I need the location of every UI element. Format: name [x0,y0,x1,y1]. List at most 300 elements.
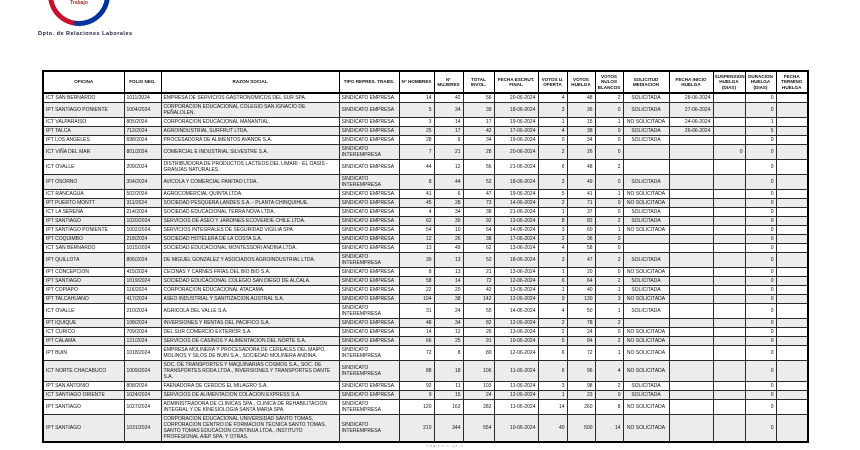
cell-tipo: SINDICATO EMPRESA [339,160,399,175]
cell-votos_nulos_blancos: 0 [595,268,623,277]
cell-fecha_inicio_huelga: 26-06-2024 [669,127,713,136]
cell-solicitud_mediacion: SOLICITADA [623,253,669,268]
column-header-razon_social: RAZON SOCIAL [161,71,339,93]
cell-fecha_inicio_huelga [669,268,713,277]
cell-mujeres: 10 [434,226,463,235]
cell-oficina: IPT SANTIAGO PONIENTE [43,103,124,118]
cell-razon_social: AVICOLA Y COMERCIAL PANITAO LTDA. [161,175,339,190]
cell-hombres: 48 [399,319,434,328]
cell-votos_huelga: 34 [567,136,595,145]
cell-votos_nulos_blancos: 2 [595,277,623,286]
cell-total: 56 [463,93,494,103]
cell-votos_nulos_blancos: 0 [595,208,623,217]
cell-total: 26 [463,328,494,337]
cell-razon_social: ASEO INDUSTRIAL Y SANITIZACION AUSTRAL S.A. [161,295,339,304]
cell-fecha_termino [776,145,808,160]
cell-solicitud_mediacion: SOLICITADA [623,136,669,145]
cell-suspension_dias [713,391,745,400]
cell-votos_nulos_blancos: 1 [595,346,623,361]
cell-duracion_dias: 0 [745,361,776,382]
cell-razon_social: SERVICIOS DE ASEO Y JARDINES ECOVERDE CHILE LTDA. [161,217,339,226]
cell-solicitud_mediacion: NO SOLICITADA [623,190,669,199]
cell-duracion_dias: 0 [745,328,776,337]
cell-total: 21 [463,268,494,277]
cell-votos_huelga: 24 [567,328,595,337]
cell-hombres: 8 [399,175,434,190]
cell-folio: 214/2024 [124,208,161,217]
cell-fecha_escrutinio: 18-06-2024 [494,103,538,118]
cell-votos_huelga: 71 [567,199,595,208]
table-row [43,136,808,145]
cell-votos_nulos_blancos: 2 [595,93,623,103]
cell-solicitud_mediacion: NO SOLICITADA [623,400,669,415]
cell-votos_ultima_oferta: 1 [538,268,567,277]
cell-oficina: ICT OVALLE [43,160,124,175]
cell-mujeres: 24 [434,304,463,319]
cell-tipo: SINDICATO EMPRESA [339,337,399,346]
cell-suspension_dias [713,160,745,175]
cell-solicitud_mediacion: SOLICITADA [623,391,669,400]
cell-total: 82 [463,319,494,328]
cell-votos_nulos_blancos: 8 [595,400,623,415]
cell-suspension_dias [713,244,745,253]
cell-solicitud_mediacion [623,319,669,328]
cell-tipo: SINDICATO INTEREMPRESA [339,346,399,361]
cell-fecha_escrutinio: 11-06-2024 [494,400,538,415]
cell-hombres: 88 [399,361,434,382]
cell-mujeres: 26 [434,235,463,244]
cell-solicitud_mediacion: NO SOLICITADA [623,295,669,304]
cell-total: 55 [463,304,494,319]
cell-duracion_dias: 0 [745,160,776,175]
cell-hombres: 44 [399,160,434,175]
cell-suspension_dias [713,400,745,415]
cell-fecha_inicio_huelga [669,346,713,361]
cell-solicitud_mediacion [623,145,669,160]
table-row [43,235,808,244]
cell-fecha_inicio_huelga [669,217,713,226]
cell-total: 282 [463,400,494,415]
cell-folio: 709/2024 [124,328,161,337]
column-header-fecha_termino: FECHA TERMINO HUELGA [776,71,808,93]
cell-folio: 801/2024 [124,145,161,160]
cell-oficina: ICT VIÑA DEL MAR [43,145,124,160]
cell-fecha_termino [776,277,808,286]
cell-votos_ultima_oferta: 0 [538,136,567,145]
cell-fecha_termino [776,175,808,190]
cell-mujeres: 25 [434,337,463,346]
cell-razon_social: DISTRIBUIDORA DE PRODUCTOS LACTEOS DEL LIMARI - EL OASIS - GRANJAS NATURALES. [161,160,339,175]
table-row [43,361,808,382]
cell-duracion_dias: 0 [745,295,776,304]
cell-oficina: IPT BUIN [43,346,124,361]
column-header-fecha_escrutinio: FECHA ESCRUT. FINAL [494,71,538,93]
cell-fecha_termino [776,199,808,208]
cell-suspension_dias [713,268,745,277]
cell-votos_nulos_blancos: 2 [595,337,623,346]
cell-fecha_escrutinio: 20-06-2024 [494,93,538,103]
cell-votos_huelga: 36 [567,235,595,244]
cell-tipo: SINDICATO EMPRESA [339,217,399,226]
cell-duracion_dias: 0 [745,346,776,361]
cell-folio: 1027/2024 [124,400,161,415]
cell-suspension_dias [713,277,745,286]
cell-fecha_inicio_huelga [669,244,713,253]
cell-oficina: IPT QUILLOTA [43,253,124,268]
cell-fecha_escrutinio: 13-06-2024 [494,244,538,253]
cell-duracion_dias: 0 [745,337,776,346]
cell-fecha_termino [776,253,808,268]
cell-total: 42 [463,127,494,136]
cell-hombres: 62 [399,217,434,226]
cell-votos_nulos_blancos: 0 [595,127,623,136]
cell-tipo: SINDICATO EMPRESA [339,208,399,217]
table-row [43,93,808,103]
cell-votos_nulos_blancos: 3 [595,295,623,304]
cell-oficina: IPT SANTIAGO [43,277,124,286]
cell-fecha_escrutinio: 14-06-2024 [494,304,538,319]
table-row [43,253,808,268]
cell-fecha_escrutinio: 10-06-2024 [494,337,538,346]
cell-duracion_dias: 0 [745,391,776,400]
cell-votos_huelga: 41 [567,190,595,199]
cell-fecha_inicio_huelga [669,337,713,346]
cell-tipo: SINDICATO EMPRESA [339,319,399,328]
cell-total: 91 [463,337,494,346]
cell-votos_huelga: 82 [567,217,595,226]
cell-razon_social: SERVICIOS DE ALIMENTACION COLACION EXPRESS S.A. [161,391,339,400]
cell-solicitud_mediacion: NO SOLICITADA [623,415,669,443]
cell-fecha_termino [776,127,808,136]
cell-fecha_inicio_huelga [669,304,713,319]
cell-total: 38 [463,235,494,244]
cell-total: 73 [463,199,494,208]
cell-tipo: SINDICATO EMPRESA [339,235,399,244]
cell-mujeres: 13 [434,253,463,268]
cell-razon_social: SOCIEDAD PESQUERA LANDES S.A. - PLANTA CHINQUIHUE. [161,199,339,208]
cell-solicitud_mediacion: SOLICITADA [623,175,669,190]
cell-razon_social: EMPRESA MOLINERA Y PROCESADORA DE CEREALES DEL MAIPO, MOLINOS Y SILOS DE BUIN S.A., SOCIEDAD MOLINERA ANDINA. [161,346,339,361]
cell-mujeres: 21 [434,145,463,160]
cell-tipo: SINDICATO EMPRESA [339,103,399,118]
cell-votos_nulos_blancos: 0 [595,244,623,253]
cell-fecha_escrutinio: 18-06-2024 [494,175,538,190]
cell-fecha_escrutinio: 21-06-2024 [494,208,538,217]
cell-oficina: ICT CURICO [43,328,124,337]
cell-votos_nulos_blancos: 1 [595,118,623,127]
cell-solicitud_mediacion: NO SOLICITADA [623,337,669,346]
cell-fecha_escrutinio: 19-06-2024 [494,190,538,199]
cell-solicitud_mediacion: SOLICITADA [623,304,669,319]
column-header-mujeres: N° MUJERES [434,71,463,93]
cell-fecha_termino [776,118,808,127]
cell-votos_huelga: 98 [567,382,595,391]
table-row [43,400,808,415]
cell-razon_social: EMPRESA DE SERVICIOS GASTRONOMICOS DEL SUR SPA. [161,93,339,103]
cell-total: 28 [463,145,494,160]
cell-solicitud_mediacion: NO SOLICITADA [623,346,669,361]
cell-duracion_dias: 0 [745,217,776,226]
cell-hombres: 72 [399,346,434,361]
cell-razon_social: CORPORACION EDUCACIONAL COLEGIO SAN IGNACIO DE PEÑALOLEN. [161,103,339,118]
cell-votos_ultima_oferta: 2 [538,145,567,160]
cell-votos_huelga: 26 [567,145,595,160]
cell-mujeres: 11 [434,382,463,391]
cell-fecha_termino [776,328,808,337]
cell-suspension_dias [713,118,745,127]
cell-votos_huelga: 58 [567,244,595,253]
cell-fecha_inicio_huelga [669,382,713,391]
cell-fecha_inicio_huelga [669,208,713,217]
cell-votos_nulos_blancos: 2 [595,382,623,391]
column-header-solicitud_mediacion: SOLICITUD MEDIACION [623,71,669,93]
table-row [43,217,808,226]
cell-votos_ultima_oferta: 8 [538,217,567,226]
cell-fecha_escrutinio: 20-06-2024 [494,145,538,160]
table-row [43,415,808,443]
cell-hombres: 22 [399,286,434,295]
cell-suspension_dias [713,304,745,319]
cell-suspension_dias [713,415,745,443]
cell-tipo: SINDICATO EMPRESA [339,190,399,199]
cell-solicitud_mediacion: SOLICITADA [623,208,669,217]
cell-oficina: IPT SANTIAGO [43,217,124,226]
cell-razon_social: AGROINDUSTRIAL SURFRUT LTDA. [161,127,339,136]
cell-suspension_dias [713,136,745,145]
column-header-votos_huelga: VOTOS HUELGA [567,71,595,93]
logo-inner-circle [53,0,105,21]
table-row [43,244,808,253]
cell-fecha_termino [776,103,808,118]
table-row [43,160,808,175]
page-footer: Página 1 de 1 [426,443,464,448]
cell-total: 56 [463,160,494,175]
cell-hombres: 54 [399,226,434,235]
cell-folio: 304/2024 [124,175,161,190]
cell-hombres: 120 [399,400,434,415]
cell-fecha_termino [776,208,808,217]
cell-fecha_escrutinio: 21-06-2024 [494,160,538,175]
cell-razon_social: CECINAS Y CARNES FRIAS DEL BIO BIO S.A. [161,268,339,277]
cell-duracion_dias: 0 [745,268,776,277]
cell-total: 142 [463,295,494,304]
cell-oficina: IPT COPIAPO [43,286,124,295]
table-row [43,391,808,400]
cell-fecha_escrutinio: 11-06-2024 [494,361,538,382]
cell-mujeres: 162 [434,400,463,415]
cell-votos_ultima_oferta: 14 [538,400,567,415]
cell-hombres: 9 [399,391,434,400]
cell-tipo: SINDICATO EMPRESA [339,328,399,337]
cell-mujeres: 44 [434,175,463,190]
cell-mujeres: 344 [434,415,463,443]
cell-oficina: IPT CALAMA [43,337,124,346]
cell-razon_social: CORPORACION EDUCACIONAL MANANTIAL. [161,118,339,127]
cell-duracion_dias: 0 [745,382,776,391]
cell-duracion_dias: 0 [745,226,776,235]
cell-oficina: IPT COQUIMBO [43,235,124,244]
cell-duracion_dias: 0 [745,175,776,190]
table-row [43,145,808,160]
cell-solicitud_mediacion: SOLICITADA [623,277,669,286]
cell-tipo: SINDICATO EMPRESA [339,391,399,400]
cell-total: 92 [463,217,494,226]
cell-mujeres: 14 [434,277,463,286]
cell-suspension_dias [713,382,745,391]
cell-suspension_dias [713,127,745,136]
cell-hombres: 7 [399,145,434,160]
cell-suspension_dias [713,175,745,190]
cell-solicitud_mediacion: NO SOLICITADA [623,118,669,127]
column-header-folio: FOLIO NEG. [124,71,161,93]
cell-votos_nulos_blancos: 2 [595,217,623,226]
cell-folio: 502/2024 [124,190,161,199]
cell-hombres: 28 [399,136,434,145]
cell-votos_huelga: 72 [567,346,595,361]
table-row [43,268,808,277]
cell-fecha_escrutinio: 11-06-2024 [494,382,538,391]
cell-hombres: 104 [399,295,434,304]
cell-suspension_dias [713,319,745,328]
cell-solicitud_mediacion: NO SOLICITADA [623,268,669,277]
cell-votos_huelga: 60 [567,226,595,235]
cell-votos_nulos_blancos: 2 [595,160,623,175]
cell-votos_ultima_oferta: 4 [538,244,567,253]
table-row [43,328,808,337]
cell-duracion_dias: 0 [745,208,776,217]
table-row [43,346,808,361]
cell-razon_social: SOC. DE TRANSPORTES Y MAQUINARIAS COSMOS S.A., SOC. DE TRANSPORTES RODA LTDA., INVERSIONES Y TRANSPORTES DANTE S.A. [161,361,339,382]
cell-fecha_termino [776,391,808,400]
cell-tipo: SINDICATO INTEREMPRESA [339,415,399,443]
cell-votos_ultima_oferta: 5 [538,337,567,346]
cell-votos_ultima_oferta: 3 [538,103,567,118]
cell-votos_huelga: 50 [567,304,595,319]
cell-fecha_inicio_huelga [669,175,713,190]
cell-total: 72 [463,277,494,286]
cell-fecha_termino [776,382,808,391]
cell-duracion_dias: 0 [745,400,776,415]
cell-tipo: SINDICATO EMPRESA [339,136,399,145]
cell-razon_social: COMERCIAL E INDUSTRIAL SILVESTRE S.A. [161,145,339,160]
cell-solicitud_mediacion: SOLICITADA [623,382,669,391]
cell-total: 47 [463,190,494,199]
cell-suspension_dias [713,295,745,304]
cell-hombres: 5 [399,103,434,118]
cell-fecha_escrutinio: 17-06-2024 [494,127,538,136]
cell-duracion_dias: 0 [745,103,776,118]
cell-duracion_dias: 5 [745,127,776,136]
cell-mujeres: 6 [434,190,463,199]
cell-fecha_termino [776,226,808,235]
cell-fecha_inicio_huelga: 27-06-2024 [669,103,713,118]
cell-votos_ultima_oferta: 2 [538,319,567,328]
cell-votos_ultima_oferta: 4 [538,304,567,319]
cell-fecha_termino [776,286,808,295]
column-header-suspension_dias: SUSPENSION HUELGA (DIAS) [713,71,745,93]
huelgas-table [42,70,809,443]
cell-razon_social: FAENADORA DE CERDOS EL MILAGRO S.A. [161,382,339,391]
cell-votos_nulos_blancos: 0 [595,103,623,118]
cell-votos_ultima_oferta: 3 [538,175,567,190]
cell-votos_ultima_oferta: 40 [538,415,567,443]
cell-tipo: SINDICATO EMPRESA [339,127,399,136]
cell-votos_ultima_oferta: 3 [538,382,567,391]
cell-suspension_dias [713,235,745,244]
cell-razon_social: SERVICIOS INTEGRALES DE SEGURIDAD VIGILIA SPA. [161,226,339,235]
cell-fecha_termino [776,346,808,361]
cell-fecha_termino [776,361,808,382]
cell-duracion_dias: 0 [745,304,776,319]
cell-tipo: SINDICATO EMPRESA [339,93,399,103]
cell-mujeres: 12 [434,160,463,175]
cell-hombres: 210 [399,415,434,443]
cell-razon_social: SOCIEDAD EDUCACIONAL TERRA NOVA LTDA. [161,208,339,217]
cell-hombres: 31 [399,304,434,319]
cell-mujeres: 20 [434,286,463,295]
cell-votos_huelga: 260 [567,400,595,415]
cell-fecha_termino [776,160,808,175]
cell-votos_nulos_blancos: 0 [595,136,623,145]
direccion-del-trabajo-logo-icon [48,0,110,26]
cell-tipo: SINDICATO EMPRESA [339,295,399,304]
cell-razon_social: PROCESADORA DE ALIMENTOS AVANDE S.A. [161,136,339,145]
cell-fecha_inicio_huelga [669,400,713,415]
cell-hombres: 92 [399,382,434,391]
cell-fecha_inicio_huelga [669,415,713,443]
cell-votos_huelga: 47 [567,253,595,268]
table-row [43,199,808,208]
cell-votos_nulos_blancos: 1 [595,226,623,235]
cell-folio: 121/2024 [124,337,161,346]
cell-fecha_escrutinio: 18-06-2024 [494,253,538,268]
cell-votos_huelga: 23 [567,391,595,400]
cell-oficina: ICT SANTIAGO ORIENTE [43,391,124,400]
cell-total: 554 [463,415,494,443]
cell-solicitud_mediacion: SOLICITADA [623,103,669,118]
cell-fecha_inicio_huelga [669,295,713,304]
cell-tipo: SINDICATO EMPRESA [339,226,399,235]
cell-hombres: 25 [399,127,434,136]
table-row [43,295,808,304]
cell-fecha_termino [776,295,808,304]
cell-mujeres: 15 [434,391,463,400]
cell-fecha_inicio_huelga [669,226,713,235]
cell-duracion_dias: 0 [745,319,776,328]
table-row [43,382,808,391]
cell-hombres: 66 [399,337,434,346]
cell-total: 39 [463,103,494,118]
cell-tipo: SINDICATO EMPRESA [339,382,399,391]
cell-suspension_dias [713,286,745,295]
cell-votos_huelga: 500 [567,415,595,443]
cell-mujeres: 13 [434,268,463,277]
column-header-votos_ultima_oferta: VOTOS U. OFERTA [538,71,567,93]
cell-suspension_dias [713,208,745,217]
cell-votos_nulos_blancos: 0 [595,145,623,160]
cell-razon_social: SOCIEDAD EDUCACIONAL COLEGIO SAN DIEGO DE ALCALA. [161,277,339,286]
cell-razon_social: DE MIGUEL GONZALEZ Y ASOCIADOS AGROINDUSTRIAL LTDA. [161,253,339,268]
cell-fecha_escrutinio: 12-06-2024 [494,277,538,286]
cell-mujeres: 12 [434,328,463,337]
cell-tipo: SINDICATO INTEREMPRESA [339,145,399,160]
cell-duracion_dias: 0 [745,199,776,208]
cell-mujeres: 34 [434,103,463,118]
cell-hombres: 4 [399,208,434,217]
cell-total: 64 [463,226,494,235]
cell-votos_huelga: 48 [567,160,595,175]
column-header-tipo: TIPO REPRES. TRABS. [339,71,399,93]
